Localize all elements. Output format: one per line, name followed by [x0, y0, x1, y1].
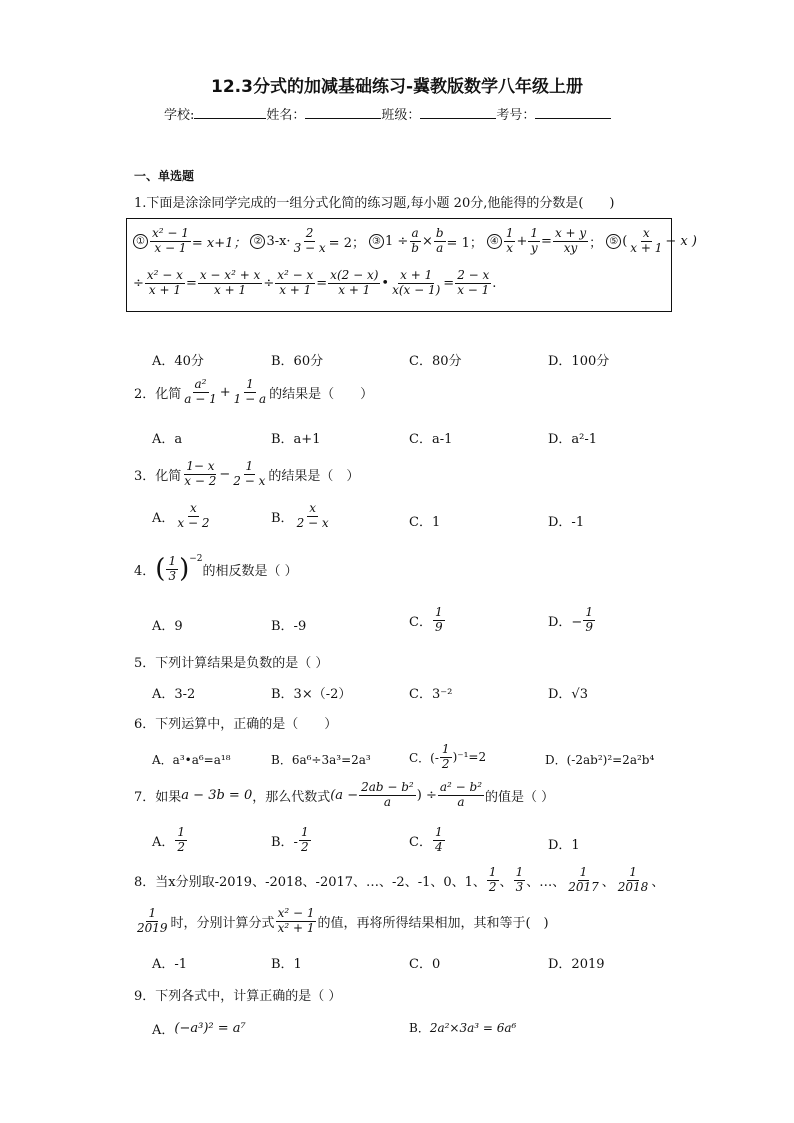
fraction: $\frac{\text{x − x² + x}}{x + 1}$ [199, 268, 261, 297]
operator: + [516, 233, 528, 249]
stem-suffix: 的结果是（ ） [269, 386, 374, 402]
fraction: $\frac{\text{a²}}{a - 1}$ [184, 377, 217, 406]
q8-option-d[interactable]: D．2019 [548, 957, 605, 972]
fraction: $\frac{1}{y}$ [530, 226, 539, 255]
fraction: $\frac{\text{a² − b²}}{a}$ [439, 780, 482, 809]
q4-option-c[interactable] [409, 606, 446, 635]
item-3-result: = 1； [446, 235, 483, 251]
option-suffix: )⁻¹=2 [452, 750, 487, 765]
q5-option-c[interactable]: C．3⁻² [409, 687, 453, 702]
item-2-prefix: 3-x· [266, 233, 291, 249]
operator: + [219, 384, 231, 400]
q5-option-a[interactable]: A．3-2 [152, 687, 196, 702]
stem-prefix: 8．当x分别取-2019、-2018、-2017、…、-2、-1、0、1、 [134, 874, 486, 890]
option-expression: (−a³)² = a⁷ [174, 1021, 246, 1036]
stem-suffix: 的结果是（ ） [268, 468, 360, 484]
question-7-stem [134, 781, 554, 810]
option-label: B． [271, 510, 294, 526]
q7-option-b[interactable] [271, 826, 312, 855]
fraction: $\frac{1}{2}$ [488, 865, 497, 894]
operator: ÷ [133, 275, 144, 291]
question-1-exercise-box [126, 218, 697, 312]
stem-prefix: 4． [134, 563, 156, 579]
fraction: $\frac{1}{4}$ [434, 825, 443, 854]
q8-option-a[interactable]: A．-1 [152, 957, 188, 972]
q4-option-a[interactable]: A．9 [152, 619, 183, 634]
option-label: A． [152, 510, 175, 526]
period: . [492, 275, 497, 291]
name-blank[interactable] [305, 106, 381, 119]
stem-prefix: 7．如果 [134, 789, 182, 805]
fraction: $\frac{\text{x² − x}}{x + 1}$ [277, 268, 314, 297]
q4-option-d[interactable] [548, 606, 596, 635]
fraction: $\frac{1}{2017}$ [568, 865, 599, 894]
item-3-prefix: 1 ÷ [384, 233, 409, 249]
fraction: $\frac{1}{3}$ [168, 553, 177, 583]
fraction: $\frac{\text{2ab − b²}}{a}$ [361, 780, 414, 809]
stem-prefix: 2．化简 [134, 386, 182, 402]
class-blank[interactable] [420, 106, 496, 119]
option-label: C．(- [409, 750, 439, 765]
operator: = [541, 233, 552, 249]
fraction: $\frac{2}{3 - x}$ [293, 226, 326, 255]
page-title: 12.3分式的加减基础练习-冀教版数学八年级上册 [211, 77, 583, 97]
exponent: −2 [189, 554, 203, 564]
separator: 、 [651, 874, 665, 890]
stem-suffix: 的值是（ ） [485, 789, 555, 805]
question-3-stem [134, 460, 359, 489]
q6-option-d[interactable]: D．(-2ab²)²=2a²b⁴ [545, 753, 655, 767]
fraction: $\frac{1}{2}$ [177, 825, 186, 854]
expression-middle: ) ÷ [416, 787, 437, 803]
item-1-marker: ① [133, 234, 148, 249]
fraction: $\frac{1}{9}$ [585, 605, 593, 634]
separator: 、 [601, 874, 615, 890]
item-2-marker: ② [250, 234, 265, 249]
q6-option-b[interactable]: B．6a⁶÷3a³=2a³ [271, 753, 371, 767]
q4-option-b[interactable]: B．-9 [271, 619, 307, 634]
operator: × [421, 233, 433, 249]
separator: 、…、 [526, 874, 566, 890]
fraction: $\frac{\text{x² − 1}}{x - 1}$ [152, 226, 189, 255]
expression-prefix: (a − [330, 787, 359, 803]
question-8-stem-line-1 [134, 866, 664, 895]
paren-close: ) [179, 554, 190, 584]
item-5-marker: ⑤ [606, 234, 621, 249]
q5-option-b[interactable]: B．3×（-2） [271, 687, 352, 702]
fraction: $\frac{1}{2019}$ [137, 906, 168, 935]
separator: 、 [499, 874, 513, 890]
q7-option-c[interactable] [409, 826, 446, 855]
name-label: 姓名： [266, 108, 306, 123]
question-8-stem-line-2 [134, 907, 549, 936]
fraction: $\frac{1}{2 - x}$ [233, 459, 266, 488]
operator: = [316, 275, 328, 291]
condition: a − 3b = 0 [181, 787, 253, 803]
question-2-stem [134, 378, 373, 407]
fraction: $\frac{2 - x}{x - 1}$ [457, 268, 490, 297]
q1-option-c[interactable]: C．80分 [409, 354, 462, 369]
fraction: $\frac{x}{2 - x}$ [296, 501, 329, 530]
item-1-result: = x+1； [191, 235, 247, 251]
exam-no-blank[interactable] [535, 106, 611, 119]
fraction: $\frac{x}{x + 1}$ [630, 226, 663, 255]
operator: − [219, 466, 231, 482]
paren-open: ( [155, 554, 166, 584]
fraction: $\frac{1}{2018}$ [617, 865, 649, 894]
school-label: 学校: [164, 108, 195, 123]
stem-suffix: 的值，再将所得结果相加，其和等于( ) [317, 915, 549, 931]
exam-no-label: 考号： [496, 108, 536, 123]
option-label: C． [409, 834, 432, 850]
fraction: $\frac{1}{3}$ [515, 865, 524, 894]
q1-option-b[interactable]: B．60分 [271, 354, 324, 369]
exercise-line-2 [133, 269, 496, 298]
fraction: $\frac{1}{x}$ [505, 226, 514, 255]
q5-option-d[interactable]: D．√3 [548, 687, 588, 702]
q3-option-c[interactable]: C．1 [409, 515, 441, 530]
question-6-stem: 6．下列运算中，正确的是（ ） [134, 717, 338, 732]
stem-suffix: 的相反数是（ ） [202, 563, 298, 579]
stem-middle: ，那么代数式 [252, 789, 331, 805]
q9-option-a[interactable] [152, 1019, 246, 1038]
item-3-marker: ③ [369, 234, 384, 249]
fraction: $\frac{x + 1}{x(x - 1)}$ [392, 268, 441, 297]
option-label: B． [409, 1021, 430, 1035]
q2-option-c[interactable]: C．a-1 [409, 432, 453, 447]
question-4-stem [134, 554, 298, 584]
fraction: $\frac{1}{2}$ [441, 742, 450, 771]
option-label: A． [152, 1023, 175, 1038]
q7-option-d[interactable]: D．1 [548, 838, 580, 853]
q9-option-b[interactable] [409, 1019, 516, 1036]
fraction: $\frac{x}{x - 2}$ [177, 501, 210, 530]
question-9-stem: 9．下列各式中，计算正确的是（ ） [134, 989, 342, 1004]
q3-option-b[interactable] [271, 502, 332, 531]
option-label: B．- [271, 834, 298, 850]
q2-option-a[interactable]: A．a [152, 432, 183, 447]
q6-option-a[interactable]: A．a³•a⁶=a¹⁸ [152, 753, 231, 767]
q8-option-c[interactable]: C．0 [409, 957, 441, 972]
option-label: D．− [548, 614, 583, 630]
operator: = [185, 275, 197, 291]
q2-option-b[interactable]: B．a+1 [271, 432, 321, 447]
fraction: $\frac{x + y}{xy}$ [554, 226, 587, 255]
fraction: $\frac{1}{9}$ [434, 605, 443, 634]
operator: = [443, 275, 455, 291]
option-label: A． [152, 834, 175, 850]
stem-middle: 时，分别计算分式 [170, 915, 275, 931]
q8-option-b[interactable]: B．1 [271, 957, 302, 972]
q1-option-d[interactable]: D．100分 [548, 354, 610, 369]
fraction: $\frac{\text{x² − 1}}{\text{x² + 1}}$ [277, 906, 315, 935]
section-title: 一、单选题 [134, 169, 195, 183]
fraction: $\frac{1}{1 - a}$ [233, 377, 267, 406]
q1-option-a[interactable]: A．40分 [152, 354, 204, 369]
q3-option-d[interactable]: D．-1 [548, 515, 585, 530]
operator: • [381, 275, 390, 291]
option-expression: 2a²×3a³ = 6a⁶ [429, 1020, 517, 1035]
student-info-line [164, 104, 611, 123]
item-2-result: = 2； [328, 235, 365, 251]
school-blank[interactable] [194, 106, 266, 119]
item-4-marker: ④ [487, 234, 502, 249]
class-label: 班级： [381, 108, 421, 123]
fraction: $\frac{\text{x² − x}}{x + 1}$ [146, 268, 183, 297]
question-5-stem: 5．下列计算结果是负数的是（ ） [134, 656, 329, 671]
stem-prefix: 3．化简 [134, 468, 182, 484]
q2-option-d[interactable]: D．a²-1 [548, 432, 598, 447]
item-5-rest: − x ) [665, 233, 697, 249]
exercise-line-1 [133, 227, 697, 256]
q7-option-a[interactable] [152, 826, 188, 855]
question-1-stem: 1.下面是涂涂同学完成的一组分式化简的练习题,每小题 20分,他能得的分数是( ) [134, 196, 615, 211]
fraction: $\frac{b}{a}$ [435, 226, 444, 255]
separator: ； [589, 235, 603, 251]
operator: ÷ [263, 275, 275, 291]
fraction: $\frac{x(2 - x)}{x + 1}$ [330, 268, 379, 297]
fraction: $\frac{1}{2}$ [300, 825, 309, 854]
fraction: $\frac{1- x}{x - 2}$ [184, 459, 217, 488]
paren: ( [622, 233, 628, 249]
fraction: $\frac{a}{b}$ [411, 226, 419, 255]
q3-option-a[interactable] [152, 502, 212, 531]
option-label: C． [409, 614, 432, 630]
q6-option-c[interactable] [409, 743, 486, 772]
